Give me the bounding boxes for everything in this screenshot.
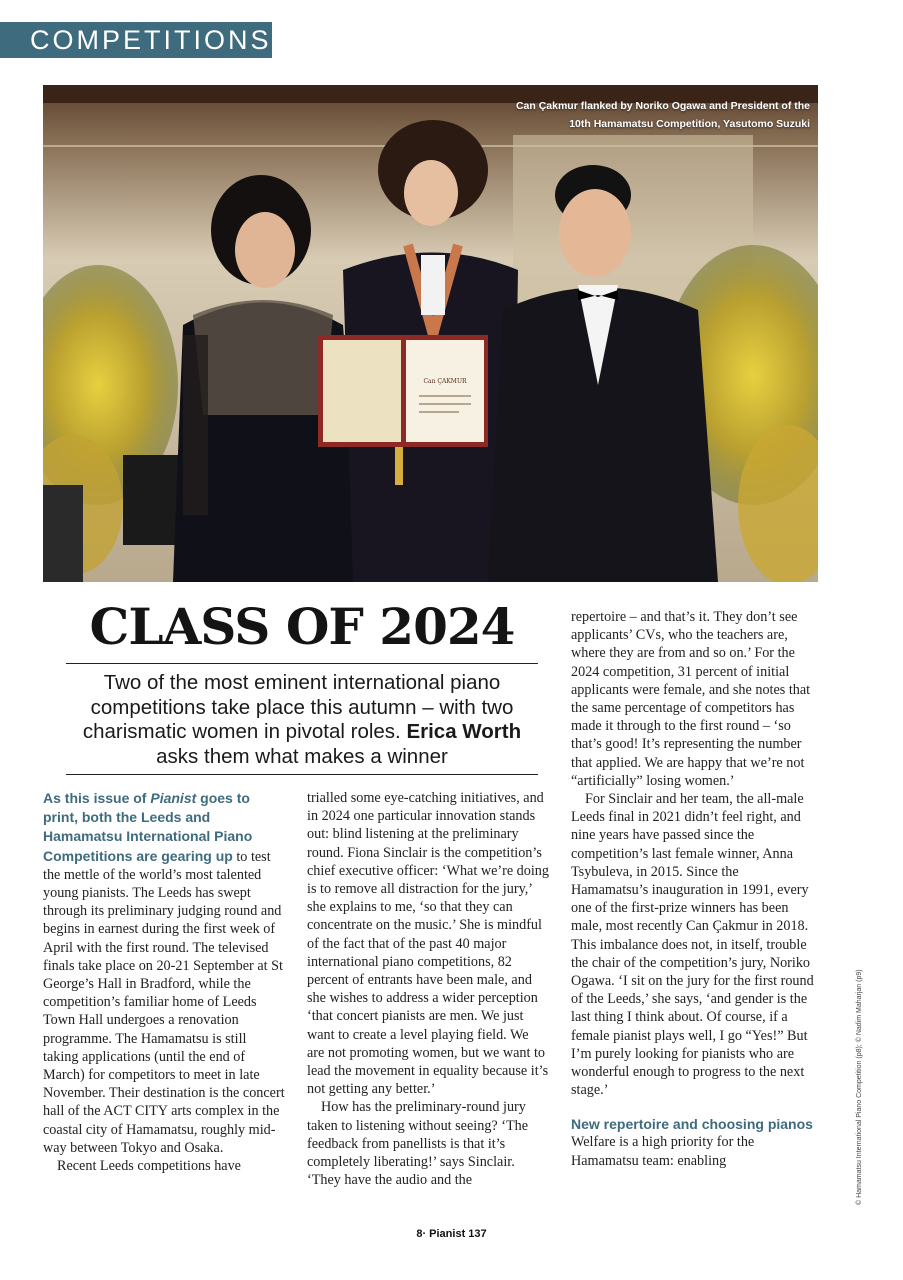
- page-folio: 8· Pianist 137: [416, 1228, 487, 1240]
- col3-paragraph-1: repertoire – and that’s it. They don’t see applicants’ CVs, who the teachers are, where they are from and so on.’ For the 2024 competition, 31 percent of initial applicants were female, and she notes that the same percentage of competitors has made it through to the first round – ‘so that’s good! It’s representing the number that applied. We are happy that we’re not “artificially” losing women.’: [571, 609, 811, 789]
- lead-magazine-title: Pianist: [150, 790, 197, 806]
- photo-credit: © Hamamatsu International Piano Competition (p8); © Nadim Maharjan (p9): [856, 969, 863, 1205]
- col3-paragraph-2: For Sinclair and her team, the all-male Leeds final in 2021 didn’t feel right, and nine years have passed since the competition’s last female winner, Anna Tsybuleva, in 2015. Since the Hamamatsu’s inauguration in 1991, every one of the first-prize winners has been male, most recently Can Çakmur in 2018. This imbalance does not, in itself, trouble the chair of the competition’s jury, Noriko Ogawa. ‘I sit on the jury for the first round of the Leeds,’ she says, ‘and gender is the last thing I think about. Of course, if a female pianist plays well, I go “Yes!” But I’m purely looking for pianists who are wonderful enough to progress to the next stage.’: [571, 791, 814, 1099]
- photo-caption-line-1: Can Çakmur flanked by Noriko Ogawa and President of the: [515, 100, 810, 112]
- lead-part-2: goes to print, both the Leeds and Hamamatsu International Piano Competitions are gearing up: [43, 790, 253, 864]
- section-label: COMPETITIONS: [0, 22, 272, 58]
- article-headline: CLASS OF 2024: [89, 597, 515, 656]
- body-column-1: [43, 789, 285, 1175]
- author-name: Erica Worth: [406, 720, 522, 743]
- headline-rule-bottom: [66, 774, 538, 775]
- hero-photo: [43, 85, 818, 582]
- photo-caption-line-2: 10th Hamamatsu Competition, Yasutomo Suzuki: [569, 118, 810, 130]
- col1-paragraph-1: to test the mettle of the world’s most talented young pianists. The Leeds has swept through its preliminary judging round and begins in earnest during the first week of April with the first round. The televised finals take place on 20-21 September at St George’s Hall in Bradford, while the competition’s familiar home of Leeds Town Hall undergoes a renovation programme. The Hamamatsu is still taking applications (until the end of March) for competitors to meet in late November. Their destination is the concert hall of the ACT CITY arts complex in the coastal city of Hamamatsu, roughly mid-way between Tokyo and Osaka.: [43, 848, 285, 1156]
- col2-paragraph-1: trialled some eye-catching initiatives, and in 2024 one particular innovation stands out: blind listening at the preliminary round. Fiona Sinclair is the competition’s chief executive officer: ‘What we’re doing is to remove all distraction for the jury,’ she explains to me, ‘so that they can concentrate on the music.’ She is mindful of the fact that of the past 40 major international piano competitions, 82 percent of entrants have been male, and she wishes to address a wider perception ‘that concert pianists are men. We just want to create a level playing field. We are not promoting women, but we want to lead the movement in equality because it’s not getting any better.’: [307, 790, 549, 1098]
- standfirst-end: asks them what makes a winner: [156, 744, 448, 768]
- standfirst-text: Two of the most eminent international piano competitions take place this autumn – with two charismatic women in pivotal roles.: [82, 671, 514, 743]
- col1-paragraph-2: Recent Leeds competitions have: [57, 1158, 241, 1175]
- photo-caption: [480, 97, 810, 133]
- headline-rule-top: [66, 663, 538, 664]
- col3-paragraph-3: Welfare is a high priority for the Hamamatsu team: enabling: [571, 1134, 755, 1169]
- body-column-2: [307, 789, 549, 1189]
- article-standfirst: [66, 671, 538, 769]
- col2-paragraph-2: How has the preliminary-round jury taken to listening without seeing? ‘The feedback from panellists is that it’s completely liberating!’ says Sinclair. ‘They have the audio and the: [307, 1099, 529, 1189]
- article-subhead: New repertoire and choosing pianos: [571, 1116, 813, 1133]
- award-ceremony-illustration: [43, 85, 818, 582]
- certificate-name: Can ÇAKMUR: [423, 378, 467, 385]
- body-column-3: [571, 608, 819, 1170]
- lead-intro: [43, 790, 252, 864]
- lead-part-1: As this issue of: [43, 790, 151, 806]
- lead-paragraph: [43, 789, 285, 1157]
